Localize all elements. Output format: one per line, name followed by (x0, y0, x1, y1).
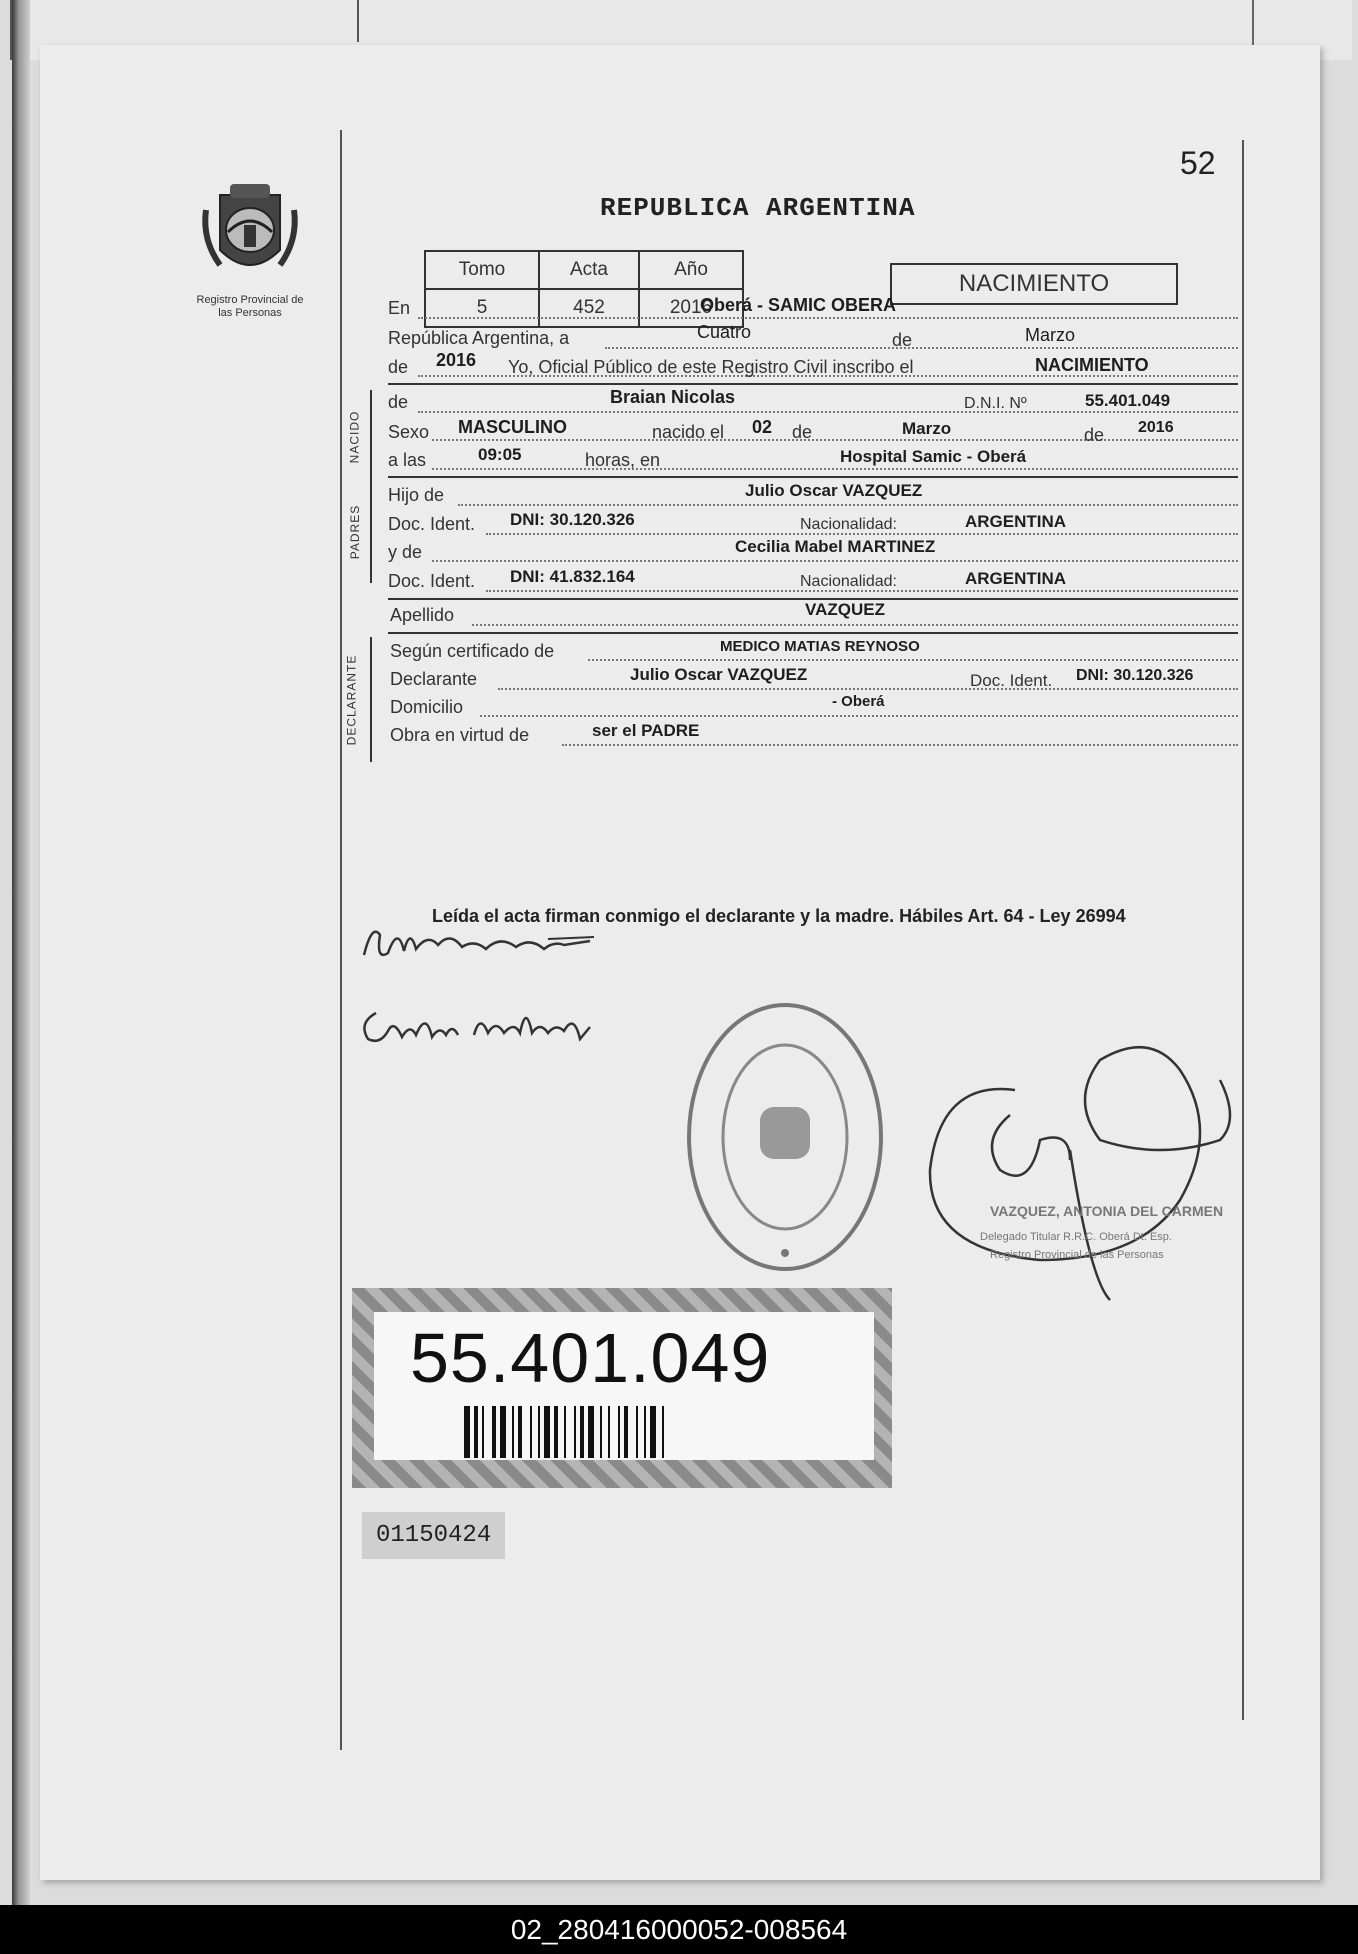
barcode-bar (608, 1406, 610, 1458)
mother-doc: DNI: 41.832.164 (510, 567, 635, 586)
capacity-value: ser el PADRE (592, 721, 700, 740)
birth-time: 09:05 (478, 445, 522, 464)
coat-of-arms-icon (200, 170, 300, 290)
nacionalidad-label: Nacionalidad: (800, 516, 897, 533)
de-label: de (1084, 425, 1105, 445)
official-seal (680, 995, 890, 1280)
barcode-bar (574, 1406, 576, 1458)
barcode-bar (464, 1406, 470, 1458)
official-role: Delegado Titular R.R.C. Oberá Dt. Esp. (980, 1231, 1172, 1243)
dotted-line (432, 468, 1238, 470)
barcode-bar (644, 1406, 646, 1458)
dotted-line (458, 504, 1238, 506)
officer-text: Yo, Oficial Público de este Registro Civil inscribo el (508, 357, 914, 377)
official-signature-block (920, 1020, 1280, 1325)
doc-ident-label: Doc. Ident. (388, 571, 476, 591)
dotted-line (480, 715, 1238, 717)
certificado-label: Según certificado de (390, 641, 555, 661)
nacido-label: NACIDO (347, 410, 362, 464)
barcode-bar (512, 1406, 514, 1458)
apellido-value: VAZQUEZ (805, 600, 885, 619)
acta-header: Acta (539, 251, 639, 289)
registry-logo (190, 170, 310, 340)
de-label: de (388, 357, 409, 377)
official-name: VAZQUEZ, ANTONIA DEL CARMEN (990, 1203, 1224, 1219)
day-value: Cuatro (697, 322, 752, 342)
registry-name: Registro Provincial de las Personas (196, 294, 304, 319)
tomo-value: 5 (425, 289, 539, 327)
barcode-sticker (352, 1288, 892, 1488)
place-value: Oberá - SAMIC OBERA (700, 295, 897, 315)
act-type-value: NACIMIENTO (1035, 355, 1149, 375)
doc-ident-label: Doc. Ident. (970, 671, 1053, 690)
dotted-line (498, 688, 1238, 690)
barcode-bar (538, 1406, 540, 1458)
right-margin-rule (1242, 140, 1244, 1720)
section-bracket (370, 637, 372, 762)
mother-name: Cecilia Mabel MARTINEZ (735, 537, 936, 556)
declarant-name: Julio Oscar VAZQUEZ (630, 665, 808, 684)
closing-statement: Leída el acta firman conmigo el declarante y la madre. Hábiles Art. 64 - Ley 26994 (432, 906, 1126, 926)
dotted-line (418, 317, 1238, 319)
section-bracket (370, 483, 372, 583)
country-title: REPUBLICA ARGENTINA (600, 193, 916, 223)
dotted-line (418, 411, 1238, 413)
barcode-bar (600, 1406, 602, 1458)
dotted-line (588, 659, 1238, 661)
doc-ident-label: Doc. Ident. (388, 514, 476, 534)
barcode-bar (650, 1406, 656, 1458)
barcode-bar (474, 1406, 478, 1458)
document-type-box: NACIMIENTO (890, 263, 1178, 305)
de-label: de (792, 422, 813, 442)
declarante-label: DECLARANTE (344, 654, 359, 746)
nacido-el-label: nacido el (652, 422, 725, 442)
de-label: de (388, 392, 409, 412)
nacionalidad-label: Nacionalidad: (800, 573, 897, 590)
mother-signature (354, 983, 634, 1063)
republic-label: República Argentina, a (388, 328, 570, 348)
certificate-value: MEDICO MATIAS REYNOSO (720, 638, 920, 655)
left-margin-rule (340, 130, 342, 1750)
year-value: 2016 (436, 350, 477, 370)
register-header-row (425, 251, 743, 289)
barcode-bar (530, 1406, 532, 1458)
de-label: de (892, 330, 913, 350)
barcode-bar (518, 1406, 522, 1458)
mother-nationality: ARGENTINA (965, 569, 1067, 588)
birth-day: 02 (752, 417, 773, 437)
ano-header: Año (639, 251, 743, 289)
barcode-bar (492, 1406, 496, 1458)
underlying-rule (357, 0, 359, 42)
birth-certificate-page (40, 45, 1320, 1880)
barcode-bar (482, 1406, 484, 1458)
dotted-line (432, 439, 1238, 441)
padres-label: PADRES (348, 504, 363, 560)
father-name: Julio Oscar VAZQUEZ (745, 481, 923, 500)
official-office: Registro Provincial de las Personas (990, 1249, 1164, 1261)
barcode-bar (554, 1406, 558, 1458)
page-number: 52 (1180, 145, 1216, 181)
book-spine (12, 0, 30, 1905)
birth-place: Hospital Samic - Oberá (840, 447, 1027, 466)
section-separator (388, 632, 1238, 634)
birth-year: 2016 (1138, 419, 1174, 436)
child-dni: 55.401.049 (1085, 391, 1171, 410)
obra-label: Obra en virtud de (390, 725, 530, 745)
official-signature (920, 1020, 1280, 1320)
barcode-bar (662, 1406, 664, 1458)
child-name: Braian Nicolas (610, 387, 736, 407)
barcode-icon (464, 1406, 794, 1458)
father-nationality: ARGENTINA (965, 512, 1067, 531)
en-label: En (388, 298, 411, 318)
dotted-line (432, 560, 1238, 562)
barcode-bar (544, 1406, 550, 1458)
dni-label: D.N.I. Nº (964, 395, 1027, 412)
barcode-label (374, 1312, 874, 1460)
sexo-value: MASCULINO (458, 417, 567, 437)
sexo-label: Sexo (388, 422, 430, 442)
ano-value: 2016 (639, 289, 743, 327)
y-de-label: y de (388, 542, 423, 562)
a-las-label: a las (388, 450, 427, 470)
barcode-bar (580, 1406, 584, 1458)
barcode-bar (618, 1406, 620, 1458)
section-bracket (370, 390, 372, 485)
hijo-de-label: Hijo de (388, 485, 445, 505)
domicilio-label: Domicilio (390, 697, 464, 717)
section-separator (388, 383, 1238, 385)
birth-month: Marzo (902, 419, 952, 438)
horas-label: horas, en (585, 450, 661, 470)
declarant-doc: DNI: 30.120.326 (1076, 667, 1194, 684)
barcode-bar (588, 1406, 594, 1458)
dotted-line (472, 624, 1238, 626)
acta-value: 452 (539, 289, 639, 327)
barcode-bar (624, 1406, 628, 1458)
register-value-row (425, 289, 743, 327)
declarant-signature (358, 915, 638, 975)
domicile-value: - Oberá (832, 693, 885, 710)
month-value: Marzo (1025, 325, 1076, 345)
father-doc: DNI: 30.120.326 (510, 510, 635, 529)
control-number: 01150424 (362, 1512, 505, 1559)
tomo-header: Tomo (425, 251, 539, 289)
barcode-bar (500, 1406, 506, 1458)
declarante-field-label: Declarante (390, 669, 478, 689)
dotted-line (605, 347, 1238, 349)
barcode-bar (564, 1406, 566, 1458)
scan-id-footer: 02_280416000052-008564 (0, 1905, 1358, 1954)
barcode-number: 55.401.049 (410, 1319, 771, 1397)
section-separator (388, 476, 1238, 478)
apellido-label: Apellido (390, 605, 455, 625)
barcode-bar (636, 1406, 638, 1458)
dotted-line (562, 744, 1238, 746)
